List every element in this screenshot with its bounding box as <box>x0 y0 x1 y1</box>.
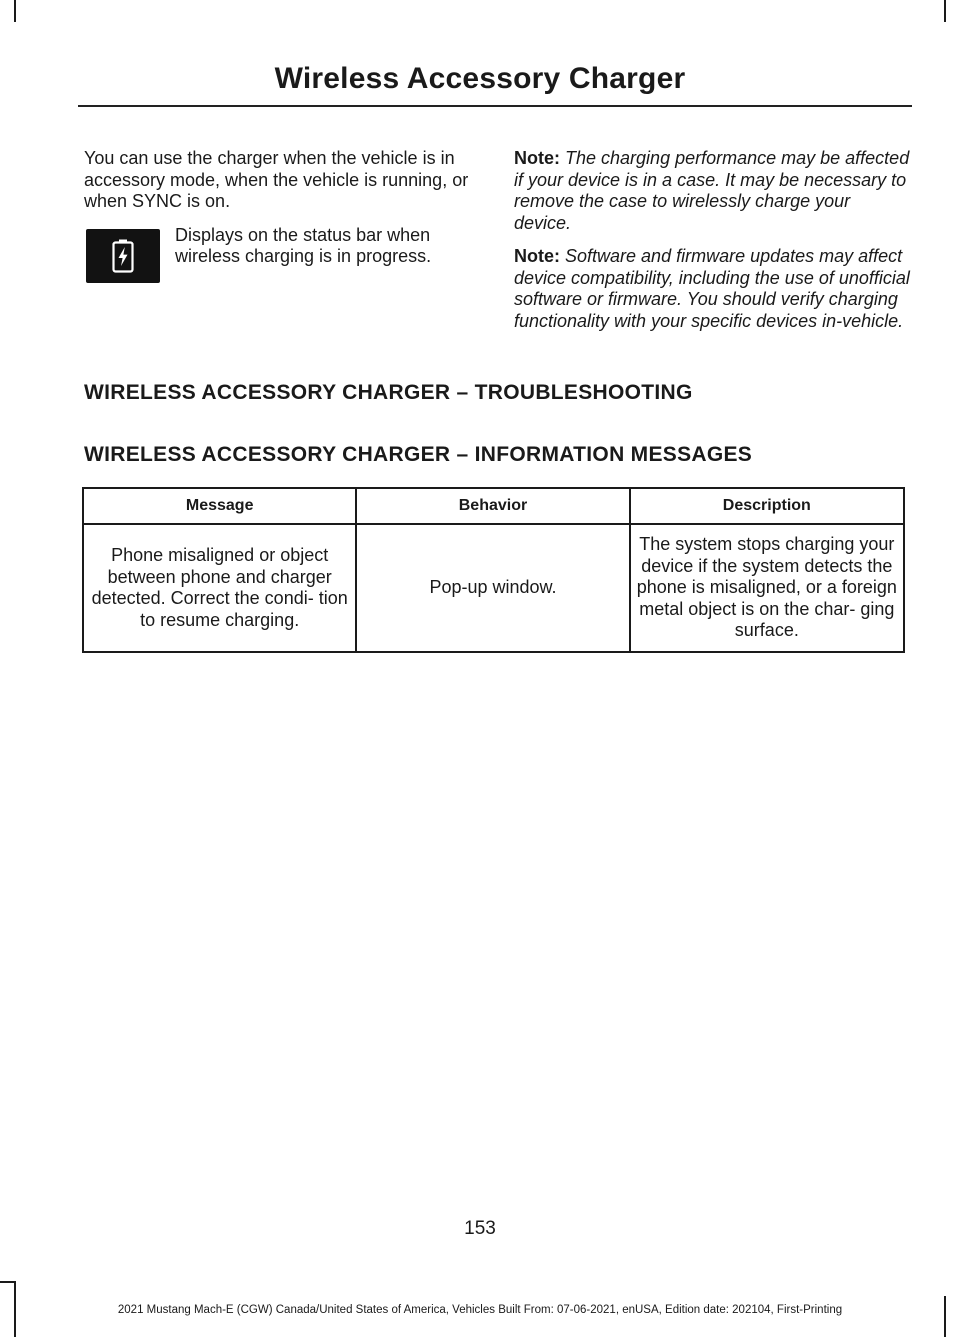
page-number: 153 <box>464 1218 496 1239</box>
note-label: Note: <box>514 246 560 266</box>
column-header-behavior: Behavior <box>356 488 629 524</box>
crop-mark-top-left <box>14 0 16 22</box>
information-messages-table <box>82 487 905 653</box>
table-row <box>83 524 904 652</box>
section-heading-troubleshooting: WIRELESS ACCESSORY CHARGER – TROUBLESHOOTING <box>84 381 693 404</box>
right-column <box>514 148 910 344</box>
cell-description: The system stops charging your device if the system detects the phone is misaligned, or a foreign metal object is on the char- ging surface. <box>630 524 904 652</box>
table-header-row <box>83 488 904 524</box>
note-text: The charging performance may be affected if your device is in a case. It may be necessary to remove the case to wirelessly charge your device. <box>514 148 910 233</box>
intro-paragraph: You can use the charger when the vehicle is in accessory mode, when the vehicle is running, or when SYNC is on. <box>84 148 469 211</box>
note-paragraph <box>514 246 910 332</box>
battery-charging-icon <box>86 229 160 283</box>
header-divider <box>78 105 912 107</box>
page-title: Wireless Accessory Charger <box>274 62 686 95</box>
icon-caption: Displays on the status bar when wireless charging is in progress. <box>175 224 432 266</box>
column-header-message: Message <box>83 488 356 524</box>
footer-text: 2021 Mustang Mach-E (CGW) Canada/United States of America, Vehicles Built From: 07-06-2021, enUSA, Edition date: 202104, First-Printing <box>117 1304 843 1316</box>
column-header-description: Description <box>630 488 904 524</box>
note-label: Note: <box>514 148 560 168</box>
note-paragraph <box>514 148 910 234</box>
cell-message: Phone misaligned or object between phone and charger detected. Correct the condi- tion to resume charging. <box>83 524 356 652</box>
left-column <box>84 148 484 285</box>
crop-mark-bottom-right <box>944 1296 946 1337</box>
icon-row <box>84 225 484 285</box>
section-heading-information-messages: WIRELESS ACCESSORY CHARGER – INFORMATION MESSAGES <box>84 443 753 466</box>
note-text: Software and firmware updates may affect device compatibility, including the use of unofficial software or firmware. You should verify charging functionality with your specific devices in-vehicle. <box>514 246 910 331</box>
crop-mark-top-right <box>944 0 946 22</box>
cell-behavior: Pop-up window. <box>356 524 629 652</box>
crop-mark-bottom-left-horizontal <box>0 1281 14 1283</box>
